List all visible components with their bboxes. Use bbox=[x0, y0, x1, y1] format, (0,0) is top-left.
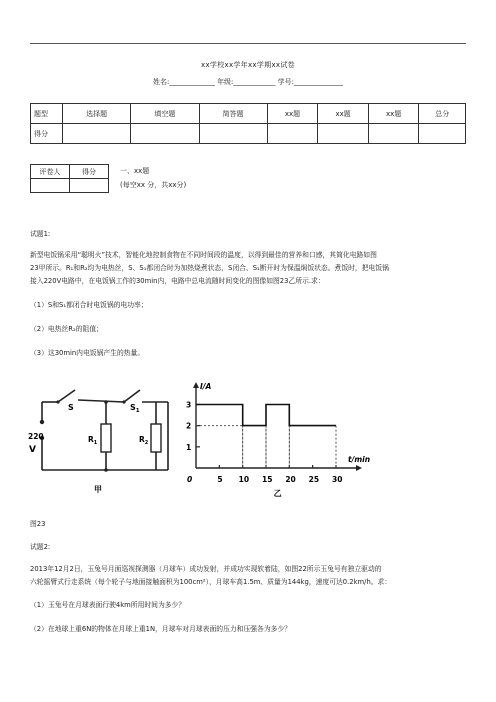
chart-caption: 乙 bbox=[273, 489, 282, 498]
score-header-cell: 简答题 bbox=[199, 104, 267, 124]
y-tick-label: 2 bbox=[186, 421, 192, 431]
reviewer-score-cell[interactable] bbox=[70, 179, 109, 193]
x-axis-label: t/min bbox=[348, 455, 371, 464]
student-info-line bbox=[0, 77, 496, 87]
switch-s1-label: $S_1$ bbox=[130, 403, 140, 414]
header-rule bbox=[30, 43, 466, 44]
section-subtitle: (每空xx 分，共xx分) bbox=[120, 181, 187, 189]
grade-label: 年级: bbox=[217, 78, 234, 86]
reviewer-score-label: 得分 bbox=[70, 165, 109, 179]
score-cell[interactable] bbox=[419, 124, 466, 144]
question-1-part-1: （1）S和S₁都闭合时电饭锅的电功率； bbox=[30, 301, 148, 309]
score-cell[interactable] bbox=[368, 124, 419, 144]
r1-label: $R_1$ bbox=[88, 435, 98, 446]
score-cell[interactable] bbox=[318, 124, 369, 144]
resistor-r1 bbox=[101, 424, 111, 452]
question-2-label: 试题2: bbox=[30, 543, 51, 551]
score-value-row bbox=[31, 124, 466, 144]
question-1-label: 试题1: bbox=[30, 230, 51, 238]
y-tick-label: 3 bbox=[186, 400, 192, 410]
exam-title: xx学校xx学年xx学期xx试卷 bbox=[201, 61, 295, 69]
question-1-text: 23甲所示。R₁和R₂均为电热丝，S、S₁都闭合时为加热烧煮状态，S闭合、S₁断开时为保温焖饭状态。煮饭时，把电饭锅 bbox=[30, 264, 389, 272]
question-1-part-3: （3）这30min内电饭锅产生的热量。 bbox=[30, 349, 145, 357]
x-tick-label: 25 bbox=[308, 475, 320, 484]
question-1-text: 接入220V电路中，在电饭锅工作的30min内，电路中总电流随时间变化的图像如图23乙所示.求： bbox=[30, 277, 325, 285]
score-header-cell: xx题 bbox=[368, 104, 419, 124]
resistor-r2 bbox=[151, 424, 161, 452]
score-cell[interactable] bbox=[199, 124, 267, 144]
score-header-row bbox=[31, 104, 466, 124]
question-2-text: 2013年12月2日，玉兔号月面巡视探测器（月球车）成功发射，并成功实现软着陆，如图22所示玉兔号有独立驱动的 bbox=[30, 565, 382, 573]
score-header-cell: 填空题 bbox=[131, 104, 199, 124]
reviewer-cell[interactable] bbox=[31, 179, 70, 193]
question-1-text: 新型电饭锅采用“聪明火”技术，智能化地控制食物在不同时间段的温度，以得到最佳的营养和口感，其简化电路如图 bbox=[30, 251, 377, 259]
x-tick-label: 10 bbox=[238, 475, 250, 484]
x-axis-arrow bbox=[356, 465, 362, 471]
y-axis-arrow bbox=[193, 382, 199, 388]
score-cell[interactable] bbox=[63, 124, 131, 144]
id-field[interactable]: ______________ bbox=[294, 78, 344, 86]
reviewer-label: 评卷人 bbox=[31, 165, 70, 179]
current-series-line bbox=[196, 405, 336, 426]
score-row-label: 得分 bbox=[31, 124, 63, 144]
voltage-unit: V bbox=[29, 445, 36, 455]
circuit-diagram bbox=[28, 380, 203, 505]
score-header-cell: xx题 bbox=[267, 104, 318, 124]
score-cell[interactable] bbox=[131, 124, 199, 144]
grade-field[interactable]: ____________ bbox=[233, 78, 276, 86]
y-tick-label: 1 bbox=[186, 442, 192, 452]
question-2-part-1: （1）玉兔号在月球表面行驶4km所用时间为多少？ bbox=[30, 601, 186, 609]
switch-s-label: S bbox=[68, 403, 74, 412]
question-2-part-2: （2）在地球上重6N的物体在月球上重1N，月球车对月球表面的压力和压强各为多少？ bbox=[30, 625, 292, 633]
voltage-label: 220 bbox=[28, 432, 44, 441]
r2-label: $R_2$ bbox=[139, 435, 149, 446]
y-axis-label: I/A bbox=[200, 382, 212, 391]
reviewer-table bbox=[30, 164, 109, 193]
current-time-chart bbox=[182, 380, 372, 505]
score-header-cell: 总分 bbox=[419, 104, 466, 124]
score-table bbox=[30, 103, 466, 144]
x-tick-label: 15 bbox=[262, 475, 273, 484]
origin-label: 0 bbox=[187, 475, 193, 484]
score-header-cell: 选择题 bbox=[63, 104, 131, 124]
figure-caption: 图23 bbox=[30, 520, 46, 528]
question-2-text: 六轮摇臂式行走系统（每个轮子与地面接触面积为100cm²），月球车高1.5m、质量为144kg，速度可达0.2km/h。求： bbox=[30, 578, 392, 586]
circuit-caption: 甲 bbox=[94, 485, 102, 494]
x-tick-label: 20 bbox=[285, 475, 296, 484]
id-label: 学号: bbox=[277, 78, 295, 86]
section-title: 一、xx题 bbox=[120, 167, 150, 175]
score-header-cell: xx题 bbox=[318, 104, 369, 124]
score-header-cell: 题型 bbox=[31, 104, 63, 124]
score-cell[interactable] bbox=[267, 124, 318, 144]
x-tick-label: 30 bbox=[332, 475, 343, 484]
name-field[interactable]: _____________ bbox=[169, 78, 215, 86]
question-1-part-2: （2）电热丝R₂的阻值； bbox=[30, 325, 103, 333]
name-label: 姓名: bbox=[152, 78, 170, 86]
x-tick-label: 5 bbox=[217, 475, 223, 484]
